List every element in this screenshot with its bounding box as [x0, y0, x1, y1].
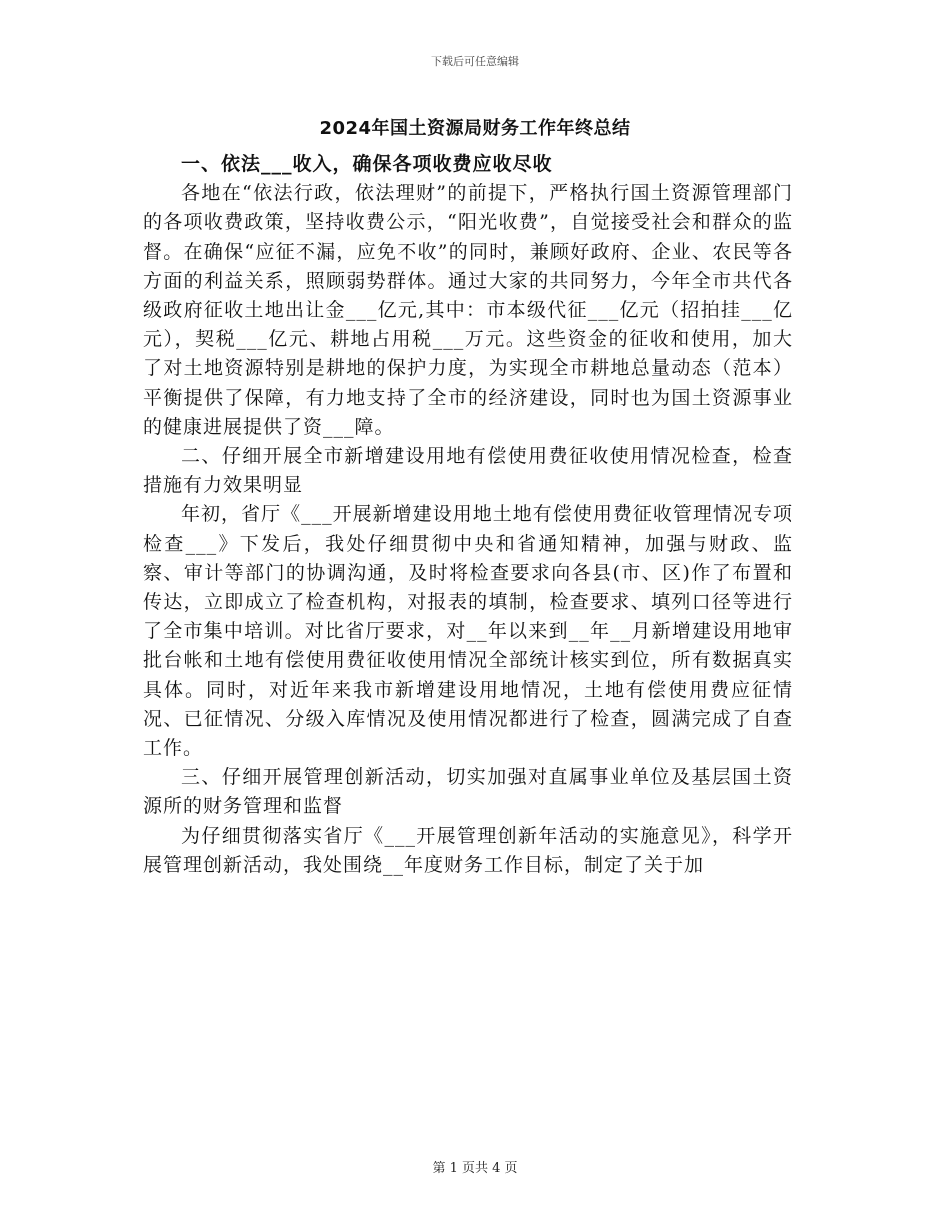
page-footer: 第 1 页共 4 页 [432, 1161, 518, 1176]
page-header: 下载后可任意编辑 [431, 55, 519, 68]
section-heading-1: 一、依法___收入，确保各项收费应收尽收 [181, 153, 553, 175]
document-title: 2024年国土资源局财务工作年终总结 [319, 118, 631, 139]
document-body [143, 150, 793, 880]
section-heading-2: 二、仔细开展全市新增建设用地有偿使用费征收使用情况检查，检查措施有力效果明显 [143, 445, 793, 497]
paragraph-2: 年初，省厅《___开展新增建设用地土地有偿使用费征收管理情况专项检查___》下发后，我处仔细贯彻中央和省通知精神，加强与财政、监察、审计等部门的协调沟通，及时将检查要求向各县(市、区)作了布置和传达，立即成立了检查机构，对报表的填制，检查要求、填列口径等进行了全市集中培训。对比省厅要求，对__年以来到__年__月新增建设用地审批台帐和土地有偿使用费征收使用情况全部统计核实到位，所有数据真实具体。同时，对近年来我市新增建设用地情况，土地有偿使用费应征情况、已征情况、分级入库情况及使用情况都进行了检查，圆满完成了自查工作。 [143, 503, 793, 760]
paragraph-3: 为仔细贯彻落实省厅《___开展管理创新年活动的实施意见》，科学开展管理创新活动，我处围绕__年度财务工作目标，制定了关于加 [143, 824, 793, 876]
paragraph-1: 各地在“依法行政，依法理财”的前提下，严格执行国土资源管理部门的各项收费政策，坚持收费公示，“阳光收费”，自觉接受社会和群众的监督。在确保“应征不漏，应免不收”的同时，兼顾好政府、企业、农民等各方面的利益关系，照顾弱势群体。通过大家的共同努力，今年全市共代各级政府征收土地出让金___亿元,其中：市本级代征___亿元（招拍挂___亿元），契税___亿元、耕地占用税___万元。这些资金的征收和使用，加大了对土地资源特别是耕地的保护力度，为实现全市耕地总量动态（范本）平衡提供了保障，有力地支持了全市的经济建设，同时也为国土资源事业的健康进展提供了资___障。 [143, 182, 793, 438]
section-heading-3: 三、仔细开展管理创新活动，切实加强对直属事业单位及基层国土资源所的财务管理和监督 [143, 766, 793, 818]
